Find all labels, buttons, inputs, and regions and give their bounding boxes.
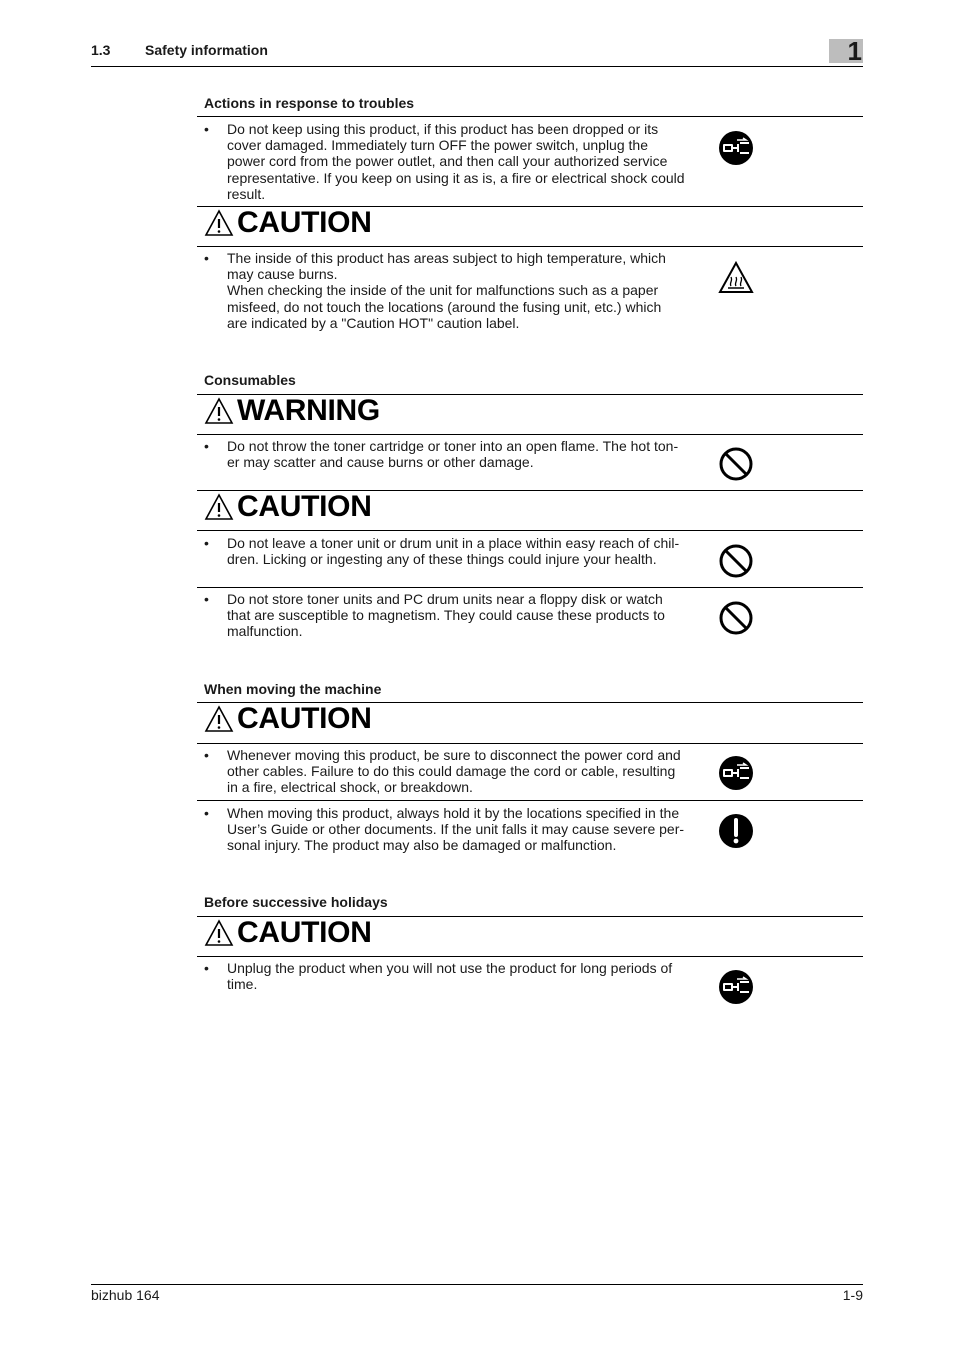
running-header [91,36,863,67]
item-text: Unplug the product when you will not use the product for long periods of time. [227,960,673,993]
item-text: Do not keep using this product, if this product has been dropped or its cover damaged. Immediately turn OFF the power switch, unplug the power cord from the power outlet, and then call your authorized service representative. If you keep on using it as is, a fire or electrical shock could result. [227,121,685,202]
warning-triangle-icon [204,209,234,237]
prohibited-icon [718,446,754,482]
unplug-icon [718,130,754,166]
footer-page-number: 1-9 [842,1287,863,1303]
item-text: Do not leave a toner unit or drum unit in a place within easy reach of chil- dren. Licking or ingesting any of these things could injure your health. [227,535,680,568]
divider [197,530,863,531]
caution-banner [204,916,372,950]
divider [197,116,863,117]
caution-label: CAUTION [237,490,372,523]
item-text: Do not throw the toner cartridge or toner into an open flame. The hot ton- er may scatter and cause burns or other damage. [227,438,679,471]
heading-holidays: Before successive holidays [204,894,388,910]
list-item [204,438,694,470]
bullet: • [204,535,209,551]
bullet: • [204,747,209,763]
list-item [204,960,694,992]
list-item [204,747,694,796]
divider [197,587,863,588]
item-text: When moving this product, always hold it by the locations specified in the User’s Guide or other documents. If the unit falls it may cause severe per- sonal injury. The product may also be damaged or malfunction. [227,805,685,854]
warning-label: WARNING [237,394,380,427]
mandatory-action-icon [718,813,754,849]
warning-banner [204,394,380,428]
heading-troubles: Actions in response to troubles [204,95,415,111]
bullet: • [204,121,209,137]
hot-surface-icon [718,260,754,296]
caution-banner [204,490,372,524]
warning-triangle-icon [204,919,234,947]
divider [197,743,863,744]
prohibited-icon [718,543,754,579]
caution-banner [204,206,372,240]
heading-moving: When moving the machine [204,681,382,697]
item-text: Do not store toner units and PC drum units near a floppy disk or watch that are susceptible to magnetism. They could cause these products to malfunction. [227,591,665,640]
chapter-tab: 1 [829,39,863,63]
divider [197,956,863,957]
footer-divider [91,1284,863,1285]
caution-label: CAUTION [237,916,372,949]
bullet: • [204,591,209,607]
footer-product: bizhub 164 [91,1287,160,1303]
list-item [204,591,694,640]
unplug-icon [718,755,754,791]
divider [197,246,863,247]
prohibited-icon [718,600,754,636]
heading-consumables: Consumables [204,372,296,388]
section-title: Safety information [145,42,268,58]
item-text: Whenever moving this product, be sure to disconnect the power cord and other cables. Failure to do this could damage the cord or cable, resulting in a fire, electrical shock, or breakdown. [227,747,681,796]
bullet: • [204,438,209,454]
list-item [204,805,694,854]
section-number: 1.3 [91,42,111,58]
bullet: • [204,960,209,976]
caution-banner [204,702,372,736]
warning-triangle-icon [204,397,234,425]
caution-label: CAUTION [237,206,372,239]
list-item [204,535,694,567]
list-item [204,250,694,331]
item-text: The inside of this product has areas subject to high temperature, which may cause burns. When checking the inside of the unit for malfunctions such as a paper misfeed, do not touch the locations (around the fusing unit, etc.) which are indicated by a "Caution HOT" caution label. [227,250,666,331]
unplug-icon [718,969,754,1005]
divider [197,800,863,801]
bullet: • [204,805,209,821]
warning-triangle-icon [204,705,234,733]
caution-label: CAUTION [237,702,372,735]
divider [197,434,863,435]
list-item [204,121,694,202]
warning-triangle-icon [204,493,234,521]
bullet: • [204,250,209,266]
